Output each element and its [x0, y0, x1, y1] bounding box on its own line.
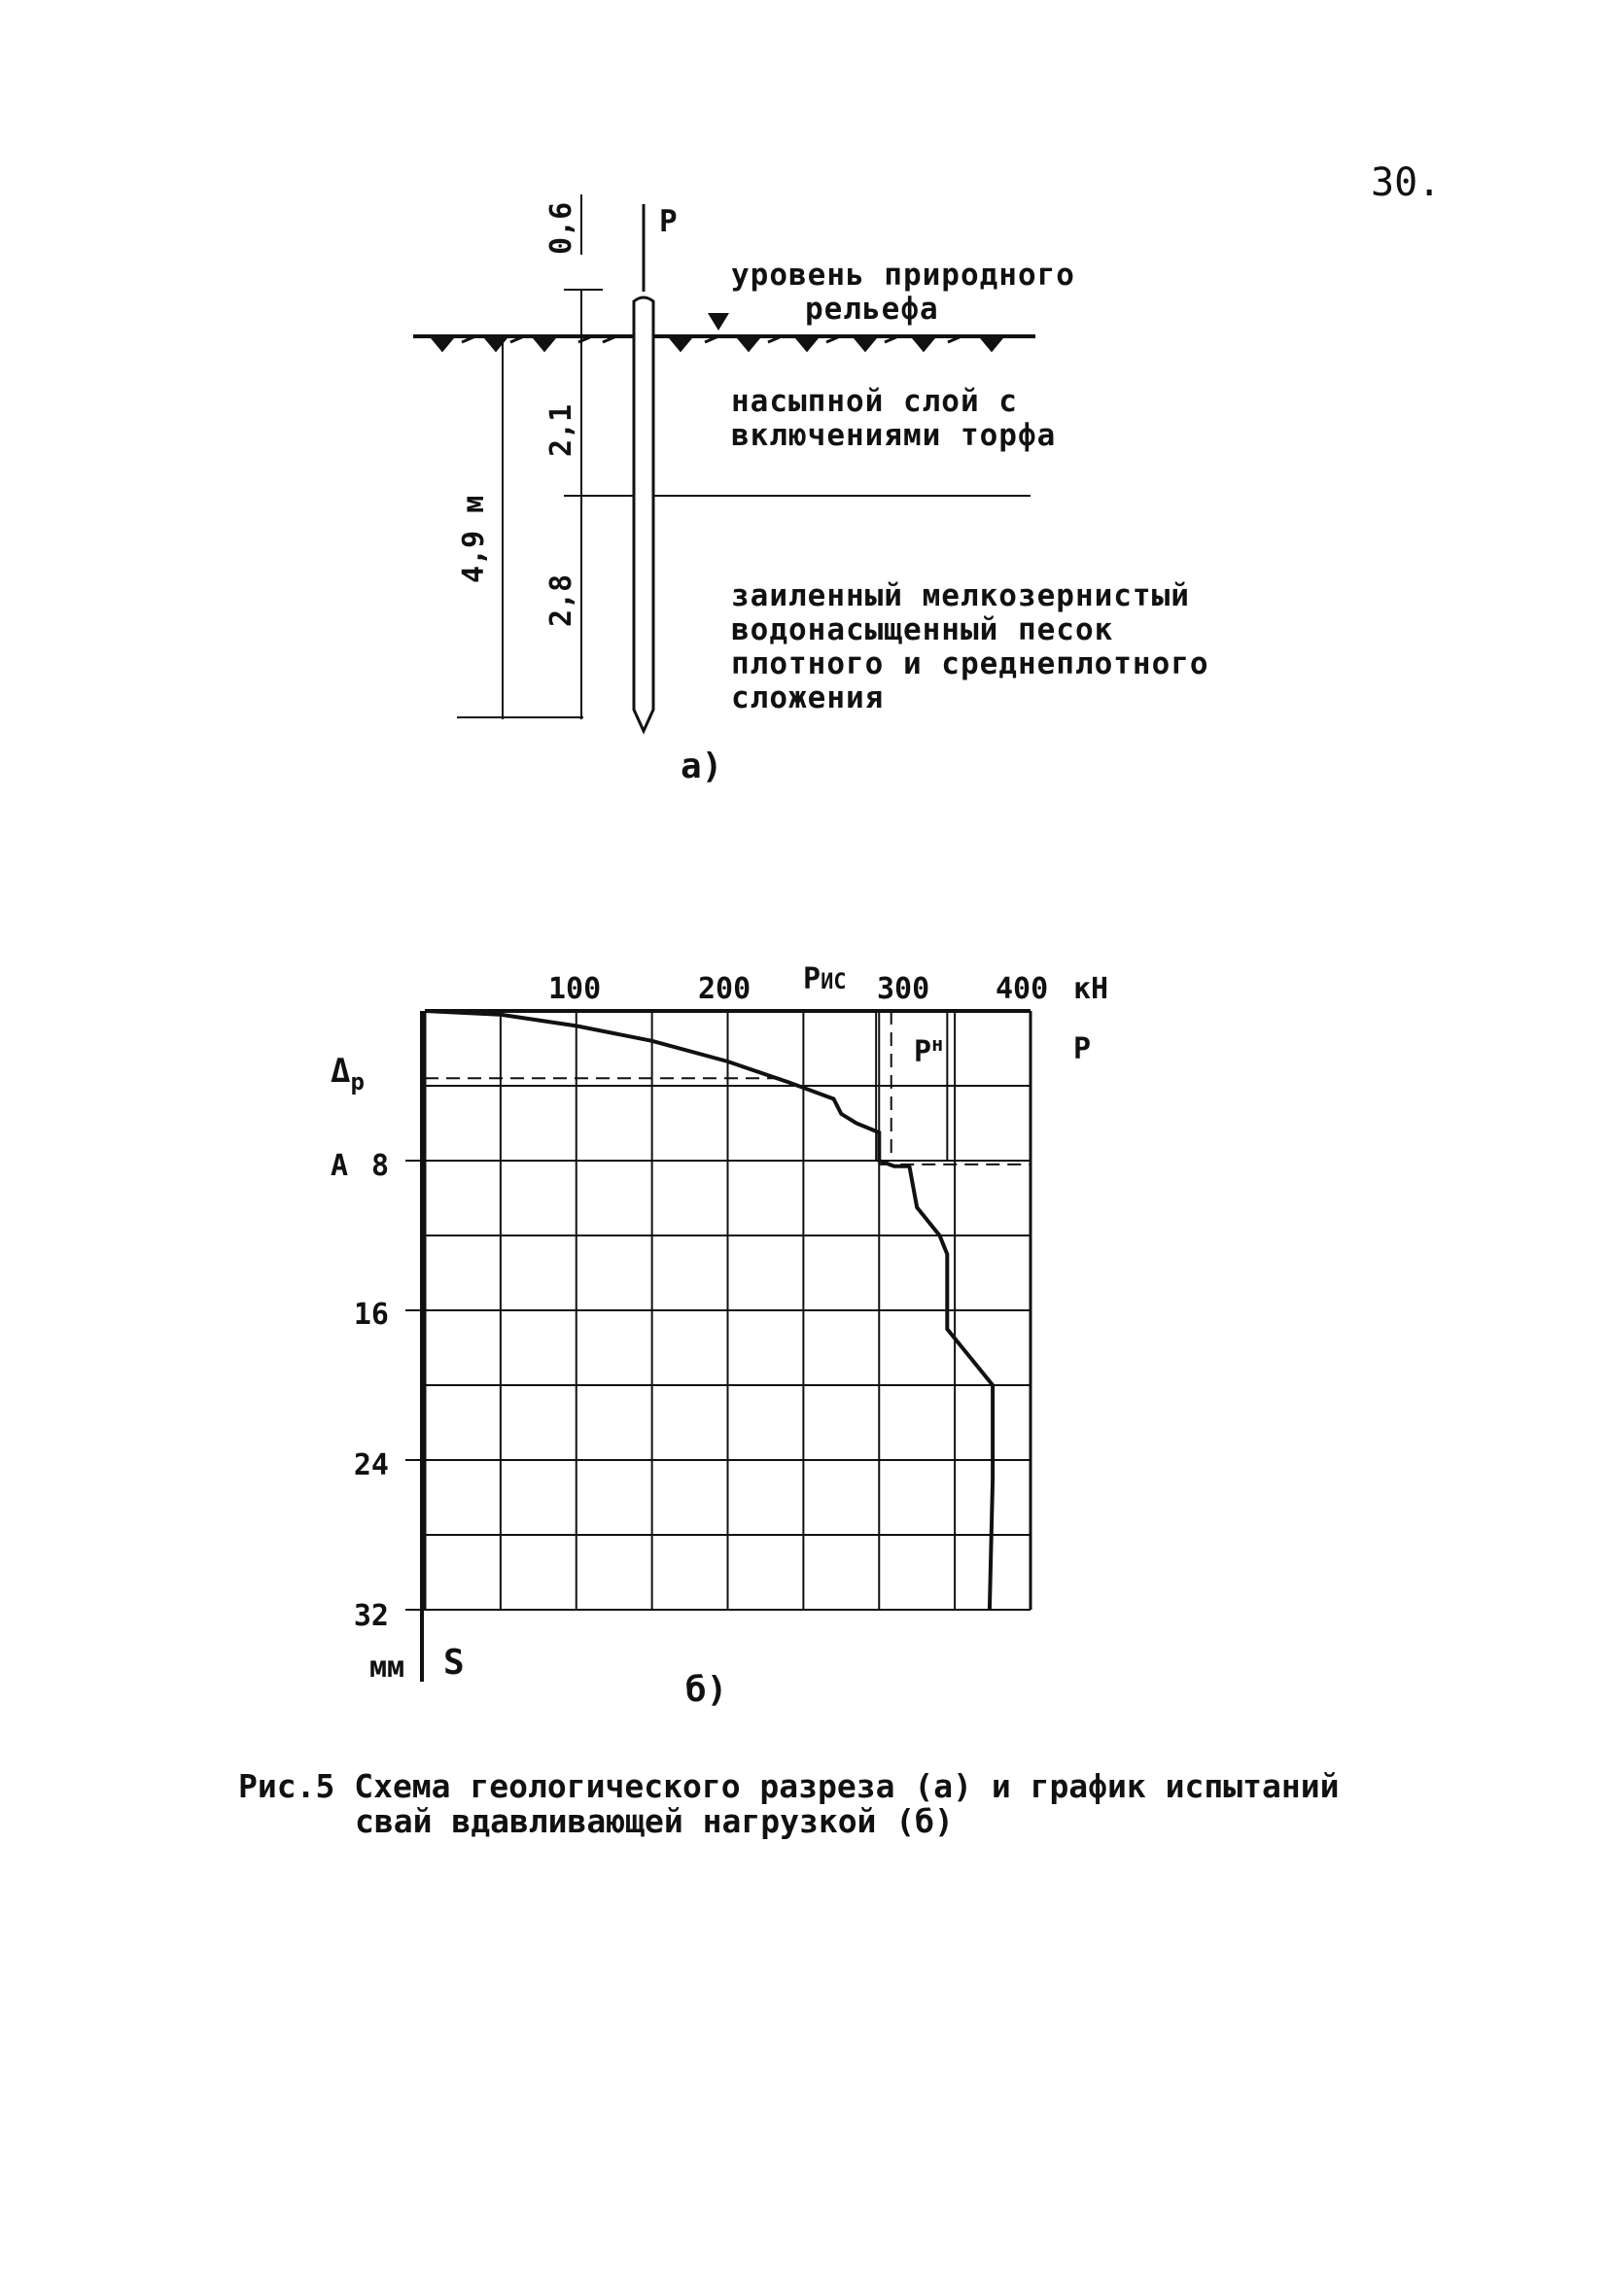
ground-level-line-2: рельефа: [805, 292, 939, 327]
delta-label: $\Delta_р$: [331, 1052, 365, 1096]
a-label: А: [331, 1149, 349, 1183]
layer-sand-line-1: заиленный мелкозернистый: [731, 578, 1190, 613]
y-axis-label: S: [443, 1643, 465, 1683]
x-tick-label-100: 100: [548, 972, 602, 1006]
x-tick-label-300: 300: [877, 972, 930, 1006]
p-axis-label: P: [1073, 1032, 1092, 1066]
layer-sand-line-3: плотного и среднеплотного: [731, 646, 1209, 681]
caption-line-2: свай вдавливающей нагрузкой (б): [355, 1802, 954, 1840]
dim-sand-label: 2,8: [544, 574, 578, 627]
layer-fill-line-2: включениями торфа: [731, 418, 1057, 453]
ground-level-line-1: уровень природного: [731, 258, 1075, 293]
pn-label: $P^н$: [914, 1032, 944, 1069]
y-tick-label-24: 24: [353, 1448, 389, 1482]
x-special-label: PИС: [803, 962, 847, 996]
section-a-label: а): [681, 747, 723, 786]
figure-caption: [238, 1769, 1339, 1839]
y-tick-label-32: 32: [353, 1599, 389, 1633]
caption-line-1: Рис.5 Схема геологического разреза (а) и график испытаний: [238, 1767, 1340, 1805]
y-tick-label-16: 16: [353, 1298, 389, 1332]
layer-sand-line-4: сложения: [731, 680, 885, 715]
x-tick-label-400: 400: [996, 972, 1049, 1006]
dim-fill-label: 2,1: [544, 403, 578, 457]
layer-fill-line-1: насыпной слой с: [731, 384, 1018, 419]
layer-sand-line-2: водонасыщенный песок: [731, 612, 1114, 647]
page-number: 30.: [1371, 160, 1442, 205]
load-label: P: [659, 204, 679, 239]
dim-total-label: 4,9 м: [457, 495, 491, 583]
section-b-label: б): [685, 1670, 728, 1710]
x-tick-label-200: 200: [698, 972, 752, 1006]
x-unit-label: кН: [1073, 972, 1109, 1006]
y-unit-label: мм: [369, 1651, 405, 1685]
y-tick-label-8: 8: [370, 1149, 389, 1183]
dim-top-label: 0,6: [544, 201, 578, 255]
